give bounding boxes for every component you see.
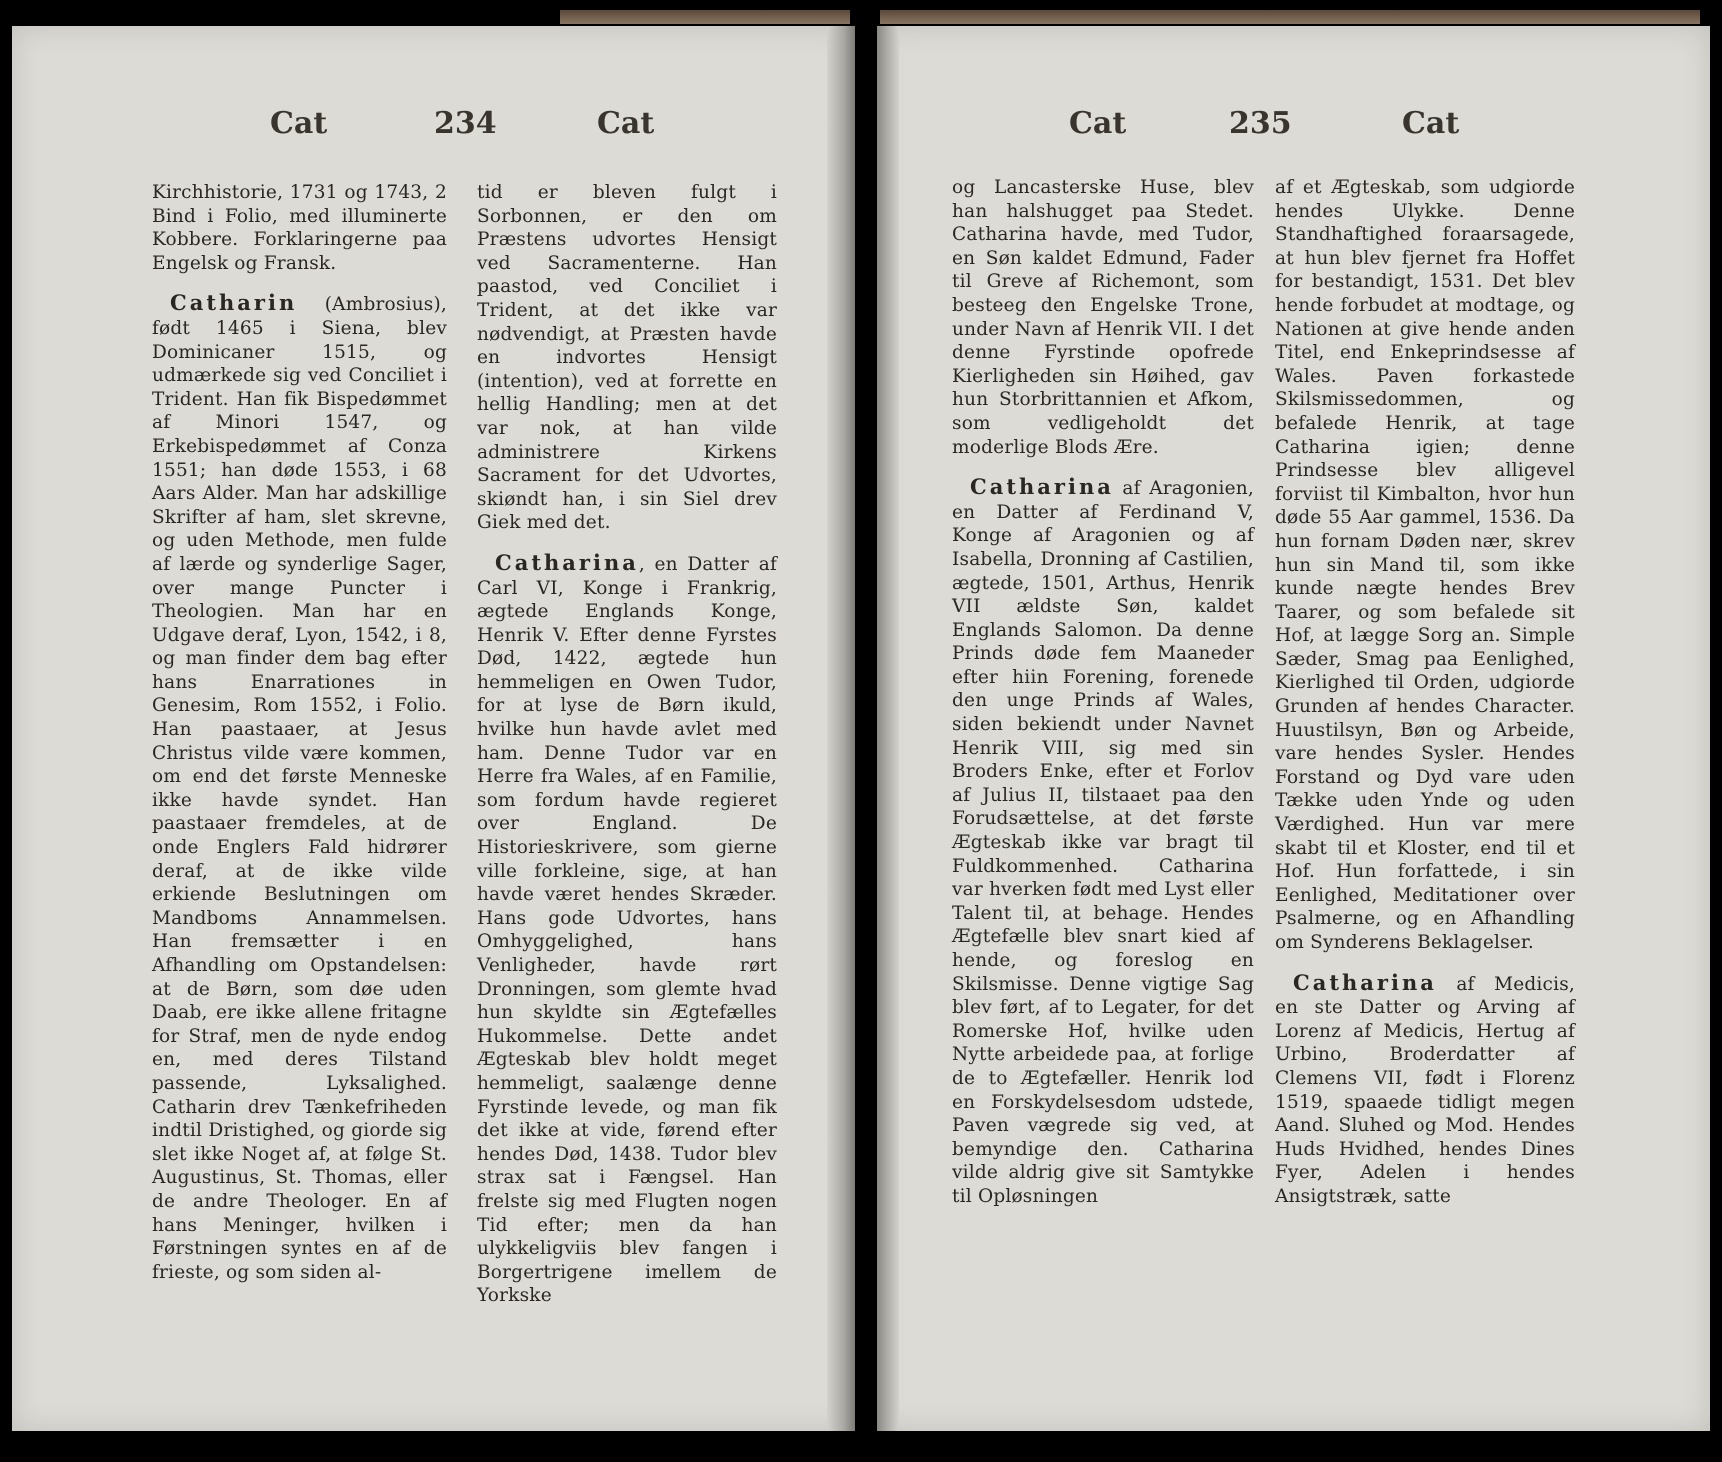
book-edge-top-left	[560, 10, 850, 24]
right-page	[877, 26, 1710, 1431]
book-edge-top-right	[880, 10, 1700, 24]
text-column-2	[477, 181, 777, 1308]
entry-lemma: Catharina	[495, 549, 639, 575]
entry-paragraph	[477, 551, 777, 1308]
entry-text: af Medicis, en ste Datter og Arving af Lorenz af Medicis, Hertug af Urbino, Broderdatter af Clemens VII, født i Florenz 1519, spaaede tidligt megen Aand. Sluhed og Mod. Hendes Huds Hvidhed, hendes Dines Fyer, Adelen i hendes Ansigtstræk, satte	[1275, 973, 1575, 1207]
entry-text: , en Datter af Carl VI, Konge i Frankrig, ægtede Englands Konge, Henrik V. Efter denne Fyrstes Død, 1422, ægtede hun hemmeligen en Owen Tudor, for at lyse de Børn ikuld, hvilke hun havde avlet med ham. Denne Tudor var en Herre fra Wales, af en Familie, som fordum havde regieret over England. De Historieskrivere, som gierne ville forkleine, sige, at han havde været hendes Skræder. Hans gode Udvortes, hans Omhyggelighed, hans Venligheder, havde rørt Dronningen, som glemte hvad hun skyldte sin Ægtefælles Hukommelse. Dette andet Ægteskab blev holdt meget hemmeligt, saalænge denne Fyrstinde levede, og man fik det ikke at vide, førend efter hendes Død, 1438. Tudor blev strax sat i Fængsel. Han frelste sig med Flugten nogen Tid efter; men da han ulykkeligviis blev fangen i Borgertrigene imellem de Yorkske	[477, 553, 777, 1307]
entry-lemma: Catharin	[170, 290, 298, 316]
entry-paragraph	[1275, 971, 1575, 1209]
gutter-shadow	[877, 26, 899, 1431]
page-number: 235	[1229, 106, 1292, 141]
header-left-word: Cat	[270, 106, 328, 141]
text-column-1	[152, 181, 447, 1284]
header-left-word: Cat	[1069, 106, 1127, 141]
entry-lemma: Catharina	[970, 474, 1114, 500]
paragraph: Kirchhistorie, 1731 og 1743, 2 Bind i Folio, med illuminerte Kobbere. Forklaringerne paa Engelsk og Fransk.	[152, 182, 447, 274]
text-column-2	[1275, 176, 1575, 1209]
paragraph: tid er bleven fulgt i Sorbonnen, er den om Præstens udvortes Hensigt ved Sacramenterne. Han paastod, ved Conciliet i Trident, at det ikke var nødvendigt, at Præsten havde en indvortes Hensigt (intention), ved at forrette en hellig Handling; men at det var nok, at han vilde administrere Kirkens Sacrament for det Udvortes, skiøndt han, i sin Siel drev Giek med det.	[477, 182, 777, 534]
entry-lemma: Catharina	[1293, 969, 1437, 995]
header-right-word: Cat	[1402, 106, 1460, 141]
entry-text: (Ambrosius), født 1465 i Siena, blev Dominicaner 1515, og udmærkede sig ved Conciliet i Trident. Han fik Bispedømmet af Minori 1547, og Erkebispedømmet af Conza 1551; han døde 1553, i 68 Aars Alder. Man har adskillige Skrifter af ham, slet skrevne, og uden Methode, men fulde af lærde og synderlige Sager, over mange Puncter i Theologien. Man har en Udgave deraf, Lyon, 1542, i 8, og man finder dem bag efter hans Enarrationes in Genesim, Rom 1552, i Folio. Han paastaaer, at Jesus Christus vilde være kommen, om end det første Menneske ikke havde syndet. Han paastaaer fremdeles, at de onde Englers Fald hidrører deraf, at de ikke vilde erkiende Beslutningen om Mandboms Annammelsen. Han fremsætter i en Afhandling om Opstandelsen: at de Børn, som døe uden Daab, ere ikke allene fritagne for Straf, men de nyde endog en, med deres Tilstand passende, Lyksalighed. Catharin drev Tænkefriheden indtil Dristighed, og giorde sig slet ikke Noget af, at følge St. Augustinus, St. Thomas, eller de andre Theologer. En af hans Meninger, hvilken i Førstningen syntes en af de frieste, og som siden al-	[152, 294, 447, 1283]
entry-paragraph	[952, 475, 1254, 1208]
left-page	[12, 26, 855, 1431]
page-number: 234	[434, 106, 497, 141]
entry-paragraph	[152, 291, 447, 1284]
entry-text: af Aragonien, en Datter af Ferdinand V, Konge af Aragonien og af Isabella, Dronning af Castilien, ægtede, 1501, Arthus, Henrik VII ældste Søn, kaldet Englands Salomon. Da denne Prinds døde fem Maaneder efter hiin Forening, forenede den unge Prinds af Wales, siden bekiendt under Navnet Henrik VIII, sig med sin Broders Enke, efter et Forlov af Julius II, tilstaaet paa den Forudsættelse, at det første Ægteskab ikke var bragt til Fuldkommenhed. Catharina var hverken født med Lyst eller Talent til, at behage. Hendes Ægtefælle blev snart kied af hende, og foreslog en Skilsmisse. Denne vigtige Sag blev ført, af to Legater, for det Romerske Hof, hvilke uden Nytte arbeidede paa, at forlige de to Ægtefæller. Henrik lod en Forskydelsesdom udstede, Paven vægrede sig ved, at bemyndige den. Catharina vilde aldrig give sit Samtykke til Opløsningen	[952, 478, 1254, 1207]
gutter-shadow	[827, 26, 855, 1431]
text-column-1	[952, 176, 1254, 1209]
header-right-word: Cat	[597, 106, 655, 141]
paragraph: og Lancasterske Huse, blev han halshugget paa Stedet. Catharina havde, med Tudor, en Søn kaldet Edmund, Fader til Greve af Richemont, som besteeg den Engelske Trone, under Navn af Henrik VII. I det denne Fyrstinde opofrede Kierligheden sin Høihed, gav hun Storbrittannien et Afkom, som vedligeholdt det moderlige Blods Ære.	[952, 177, 1254, 458]
paragraph: af et Ægteskab, som udgiorde hendes Ulykke. Denne Standhaftighed foraarsagede, at hun blev fjernet fra Hoffet for bestandigt, 1531. Det blev hende forbudet at modtage, og Nationen at give hende anden Titel, end Enkeprindsesse af Wales. Paven forkastede Skilsmissedommen, og befalede Henrik, at tage Catharina igien; denne Prindsesse blev alligevel forviist til Kimbalton, hvor hun døde 55 Aar gammel, 1536. Da hun fornam Døden nær, skrev hun sin Mand til, som ikke kunde nægte hendes Brev Taarer, og som befalede sit Hof, at lægge Sorg an. Simple Sæder, Smag paa Eenlighed, Kierlighed til Orden, udgiorde Grunden af hendes Character. Huustilsyn, Bøn og Arbeide, vare hendes Sysler. Hendes Forstand og Dyd vare uden Tække uden Ynde og uden Værdighed. Hun var mere skabt til et Kloster, end til et Hof. Hun forfattede, i sin Eenlighed, Meditationer over Psalmerne, og en Afhandling om Synderens Beklagelser.	[1275, 177, 1575, 953]
